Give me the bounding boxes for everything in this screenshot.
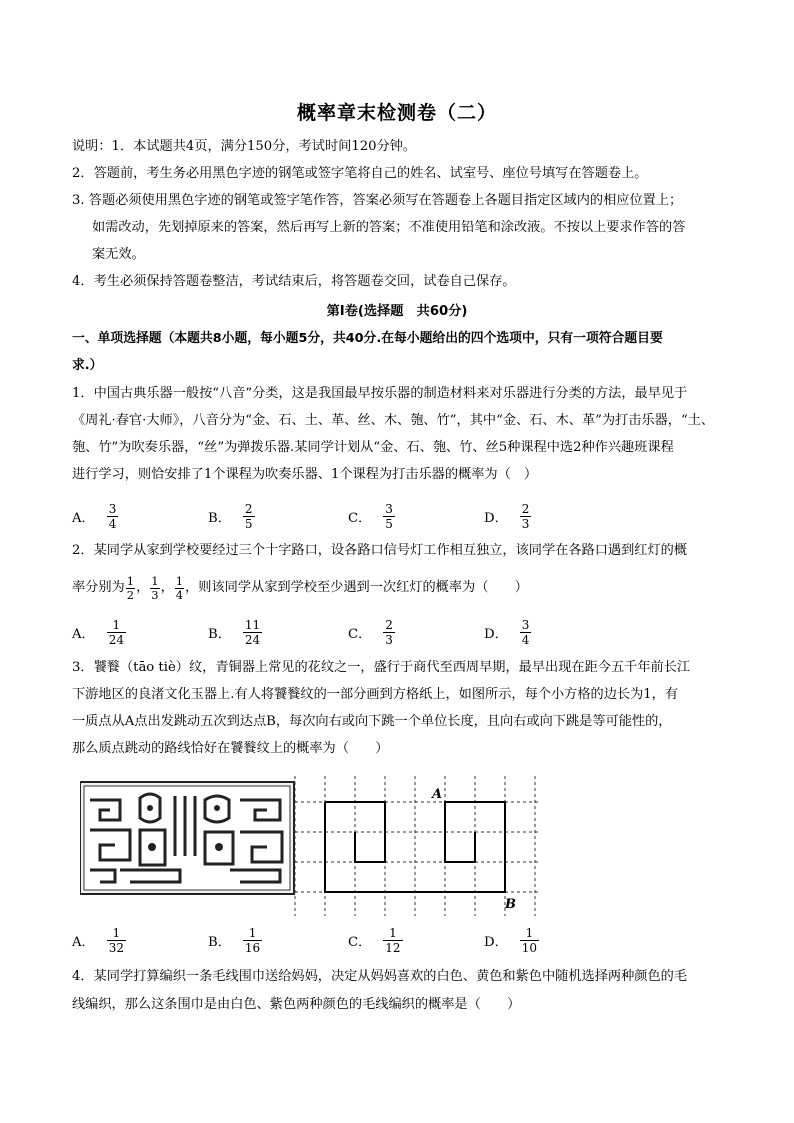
taotie-figure — [80, 770, 540, 918]
fraction: $\frac{1}{16}$ — [244, 925, 261, 955]
q2-option-d[interactable]: D． $\frac{3}{4}$ — [484, 617, 530, 647]
instruction-3-cont: 如需改动，先划掉原来的答案，然后再写上新的答案；不准使用铅笔和涂改液。不按以上要求作答的答 — [92, 220, 686, 235]
q1-text-2: 《周礼·春官·大师》，八音分为“金、石、土、革、丝、木、匏、竹”，其中“金、石、木、革”为打击乐器，“土、 — [72, 413, 715, 428]
fraction: $\frac{2}{5}$ — [244, 501, 253, 531]
q2-option-c[interactable]: C． $\frac{2}{3}$ — [348, 617, 393, 647]
q3-options — [72, 920, 732, 960]
point-b-label: B — [505, 897, 516, 912]
fraction: $\frac{11}{24}$ — [244, 617, 261, 647]
fraction: $\frac{2}{3}$ — [385, 617, 393, 647]
instruction-3: 3. 答题必须使用黑色字迹的钢笔或签字笔作答，答案必须写在答题卷上各题目指定区域内的相应位置上； — [72, 193, 683, 208]
q3-text-3: 一质点从A点出发跳动五次到达点B，每次向右或向下跳一个单位长度，且向右或向下跳是等可能性的， — [72, 714, 672, 729]
instruction-2: 2．答题前，考生务必用黑色字迹的钢笔或签字笔将自己的姓名、试室号、座位号填写在答题卷上。 — [72, 166, 648, 181]
q1-option-b[interactable]: B． $\frac{2}{5}$ — [208, 501, 253, 531]
taotie-pattern-image — [80, 782, 294, 894]
page-title: 概率章末检测卷（二） — [296, 102, 497, 124]
fraction: $\frac{2}{3}$ — [521, 501, 530, 531]
q1-option-c[interactable]: C． $\frac{3}{5}$ — [348, 501, 393, 531]
instruction-3-cont2: 案无效。 — [92, 247, 145, 262]
instruction-4: 4．考生必须保持答题卷整洁，考试结束后，将答题卷交回，试卷自己保存。 — [72, 274, 516, 289]
q2-text-2: 率分别为 $\frac{1}{2}$ ， $\frac{1}{3}$ ， $\frac{1}{4}$ ，则该同学从家到学校至少遇到一次红灯的概率为（ ） — [72, 573, 528, 602]
q1-text-4: 进行学习，则恰安排了1个课程为吹奏乐器、1个课程为打击乐器的概率为（ ） — [72, 467, 538, 482]
q2-option-b[interactable]: B． $\frac{11}{24}$ — [208, 617, 261, 647]
fraction: $\frac{3}{4}$ — [108, 501, 117, 531]
q3-option-c[interactable]: C． $\frac{1}{12}$ — [348, 925, 401, 955]
q1-option-d[interactable]: D． $\frac{2}{3}$ — [484, 501, 530, 531]
section-title: 第Ⅰ卷(选择题 共60分) — [326, 304, 468, 319]
instruction-1: 说明：1．本试题共4页，满分150分，考试时间120分钟。 — [72, 139, 417, 154]
prob-fraction: $\frac{1}{4}$ — [175, 573, 184, 602]
q1-option-a[interactable]: A． $\frac{3}{4}$ — [72, 501, 117, 531]
q1-text-1: 1．中国古典乐器一般按“八音”分类，这是我国最早按乐器的制造材料来对乐器进行分类的方法，最早见于 — [72, 386, 688, 401]
q4-text-1: 4．某同学打算编织一条毛线围巾送给妈妈，决定从妈妈喜欢的白色、黄色和紫色中随机选择两种颜色的毛 — [72, 969, 688, 984]
q1-options — [72, 496, 732, 536]
grid-paper — [295, 776, 538, 916]
q3-text-1: 3．饕餮（tāo tiè）纹，青铜器上常见的花纹之一，盛行于商代至西周早期，最早出现在距今五千年前长江 — [72, 660, 691, 675]
q4-text-2: 线编织，那么这条围巾是由白色、紫色两种颜色的毛线编织的概率是（ ） — [72, 997, 521, 1012]
q3-option-a[interactable]: A． $\frac{1}{32}$ — [72, 925, 124, 955]
q3-option-b[interactable]: B． $\frac{1}{16}$ — [208, 925, 261, 955]
prob-fraction: $\frac{1}{3}$ — [151, 573, 159, 602]
prob-fraction: $\frac{1}{2}$ — [126, 573, 135, 602]
q3-option-d[interactable]: D． $\frac{1}{10}$ — [484, 925, 538, 955]
point-a-label: A — [432, 787, 443, 802]
fraction: $\frac{3}{4}$ — [521, 617, 530, 647]
q2-option-a[interactable]: A． $\frac{1}{24}$ — [72, 617, 124, 647]
fraction: $\frac{1}{12}$ — [385, 925, 401, 955]
part-heading-cont: 求.） — [72, 358, 103, 373]
q3-text-2: 下游地区的良渚文化玉器上.有人将饕餮纹的一部分画到方格纸上，如图所示，每个小方格的边长为1，有 — [72, 687, 679, 702]
fraction: $\frac{3}{5}$ — [385, 501, 393, 531]
fraction: $\frac{1}{10}$ — [521, 925, 538, 955]
q1-text-3: 匏、竹”为吹奏乐器，“丝”为弹拨乐器.某同学计划从“金、石、匏、竹、丝5种课程中选2种作兴趣班课程 — [72, 440, 674, 455]
fraction: $\frac{1}{32}$ — [108, 925, 124, 955]
q2-text-1: 2．某同学从家到学校要经过三个十字路口，设各路口信号灯工作相互独立，该同学在各路口遇到红灯的概 — [72, 543, 688, 558]
q3-text-4: 那么质点跳动的路线恰好在饕餮纹上的概率为（ ） — [72, 741, 389, 756]
fraction: $\frac{1}{24}$ — [108, 617, 124, 647]
part-heading: 一、单项选择题（本题共8小题，每小题5分，共40分.在每小题给出的四个选项中，只有一项符合题目要 — [72, 331, 663, 346]
q2-options — [72, 612, 732, 652]
